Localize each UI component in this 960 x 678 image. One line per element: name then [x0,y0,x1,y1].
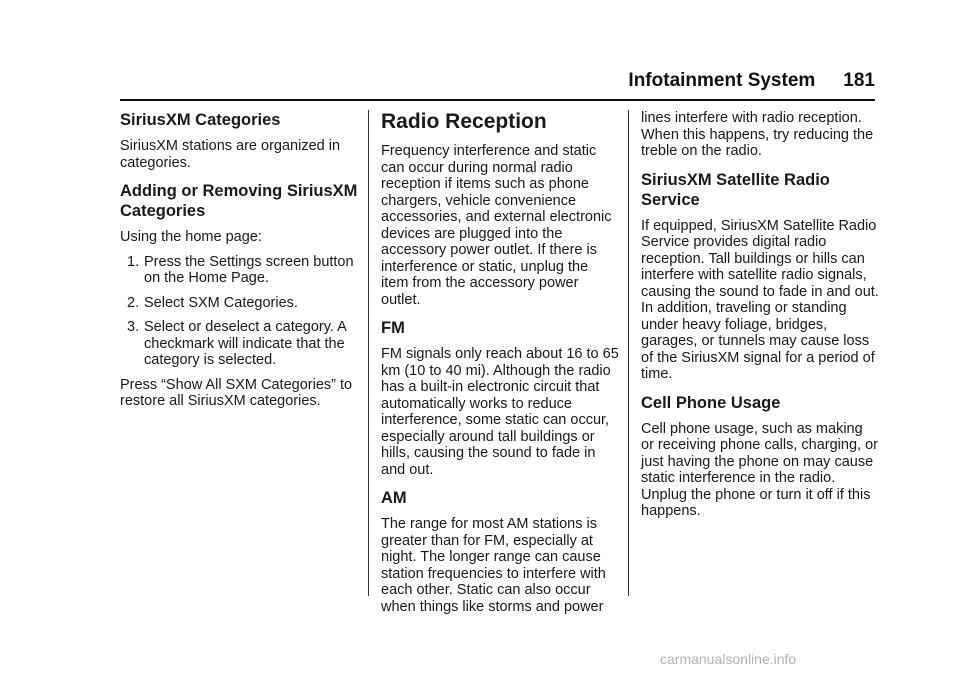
heading-am: AM [381,489,407,507]
heading-siriusxm-categories: SiriusXM Categories [120,111,281,129]
column-divider [628,110,629,596]
heading-radio-reception: Radio Reception [381,110,547,133]
section-title: Infotainment System [628,70,816,91]
paragraph: Using the home page: [120,229,262,245]
paragraph: lines interfere with radio reception. When this happens, try reducing the treble on the radio. [641,110,874,159]
watermark: carmanualsonline.info [660,651,797,667]
column-1 [120,110,358,418]
step-number: 1. [127,253,140,270]
steps-list [120,254,358,369]
heading-cell-phone: Cell Phone Usage [641,393,781,412]
heading-satellite-radio: SiriusXM Satellite Radio Service [641,170,830,209]
paragraph: The range for most AM stations is greater than for FM, especially at night. The longer range can cause station frequencies to interfere with each other. Static can also occur when things like storms and power [381,516,606,615]
heading-fm: FM [381,319,405,337]
paragraph: Press “Show All SXM Categories” to restore all SiriusXM categories. [120,376,353,409]
heading-adding-removing: Adding or Removing SiriusXM Categories [120,182,358,220]
step-text: Press the Settings screen button on the Home Page. [144,253,354,286]
column-divider [368,110,369,596]
step-number: 3. [127,319,140,335]
page-header [600,70,875,92]
column-3 [641,110,879,528]
list-item [120,254,358,287]
paragraph: SiriusXM stations are organized in categories. [120,138,341,171]
list-item [120,295,358,312]
step-number: 2. [127,294,140,311]
paragraph: If equipped, SiriusXM Satellite Radio Service provides digital radio reception. Tall buildings or hills can interfere with satellite radio signals, causing the sound to fade in and out. In addition, traveling or standing under heavy foliage, bridges, garages, or tunnels may cause loss of the SiriusXM signal for a period of time. [641,217,879,382]
list-item [120,319,358,369]
paragraph: Frequency interference and static can occur during normal radio reception if items such as phone chargers, vehicle convenience accessories, and external electronic devices are plugged into the accessory power outlet. If there is interference or static, unplug the item from the accessory power outlet. [381,143,612,308]
step-text: Select SXM Categories. [144,294,298,311]
paragraph: FM signals only reach about 16 to 65 km (10 to 40 mi). Although the radio has a built-in electronic circuit that automatically works to reduce interference, some static can occur, especially around tall buildings or hills, causing the sound to fade in and out. [381,346,619,478]
header-rule [120,99,875,101]
step-text: Select or deselect a category. A checkmark will indicate that the category is selected. [144,319,347,368]
paragraph: Cell phone usage, such as making or receiving phone calls, charging, or just having the phone on may cause static interference in the radio. Unplug the phone or turn it off if this happens. [641,420,878,519]
page-number: 181 [843,70,875,91]
column-2 [381,110,619,623]
